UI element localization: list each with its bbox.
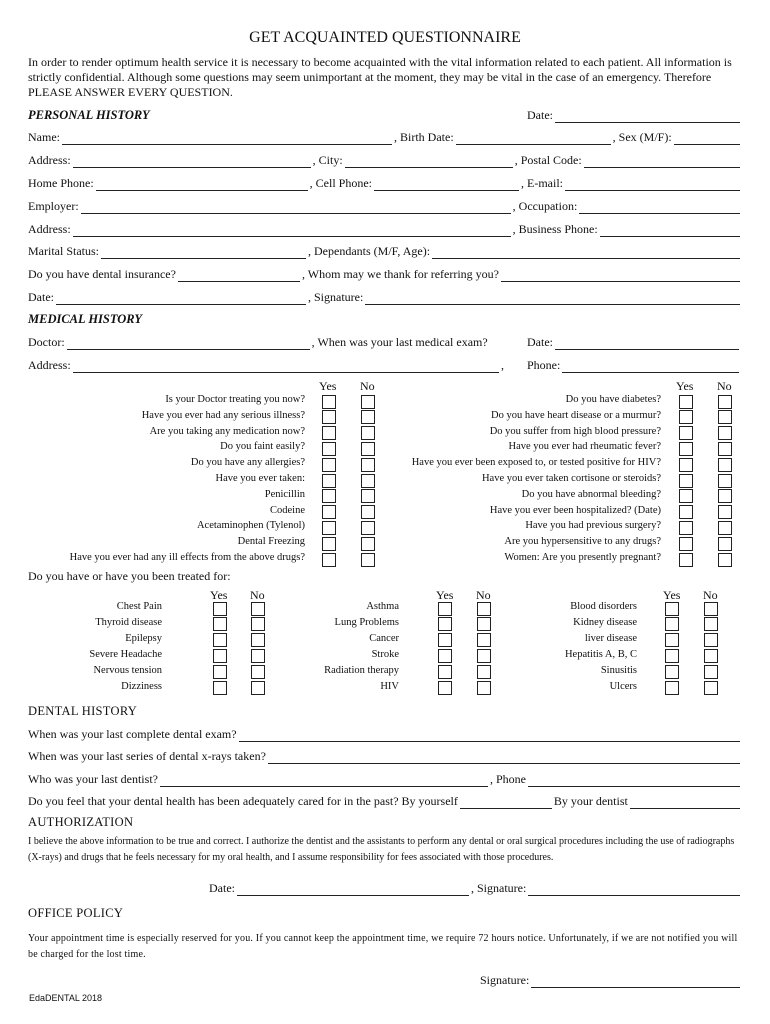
name-field[interactable] <box>62 133 392 145</box>
last-dentist-field[interactable] <box>160 775 488 787</box>
cond-col3-yes-checkbox[interactable] <box>665 649 679 663</box>
cond-col3-condition: Sinusitis <box>600 664 637 676</box>
cond-col2-no-checkbox[interactable] <box>477 617 491 631</box>
medical-right-question: Have you ever been hospitalized? (Date) <box>489 504 661 516</box>
medical-left-question: Have you ever had any serious illness? <box>141 409 305 421</box>
referral-field[interactable] <box>501 270 740 282</box>
cond-col1-condition: Severe Headache <box>89 648 162 660</box>
medical-right-question: Have you had previous surgery? <box>525 520 661 532</box>
dependants-field[interactable] <box>432 247 740 259</box>
medical-left-no-checkbox[interactable] <box>361 458 375 472</box>
personal-date-field[interactable] <box>555 111 740 123</box>
cond-col1-no-checkbox[interactable] <box>251 649 265 663</box>
cond-col3-condition: Blood disorders <box>570 601 637 612</box>
medical-left-yes-checkbox[interactable] <box>322 505 336 519</box>
cond-col2-no-checkbox[interactable] <box>477 649 491 663</box>
no-header-cond3: No <box>703 588 718 602</box>
insurance-row: Do you have dental insurance? , Whom may we thank for referring you? <box>28 266 742 282</box>
cond-col1-yes-checkbox[interactable] <box>213 665 227 679</box>
medical-left-no-checkbox[interactable] <box>361 442 375 456</box>
medical-right-yes-checkbox[interactable] <box>679 521 693 535</box>
yes-header-cond3: Yes <box>663 588 681 602</box>
yes-header-cond1: Yes <box>210 588 228 602</box>
no-header-cond1: No <box>250 588 265 602</box>
medical-left-question: Acetaminophen (Tylenol) <box>196 520 305 532</box>
dental-exam-row: When was your last complete dental exam? <box>28 726 742 742</box>
cell-phone-field[interactable] <box>374 179 519 191</box>
medical-left-no-checkbox[interactable] <box>361 521 375 535</box>
personal-date-row: Date: <box>527 107 742 123</box>
business-phone-field[interactable] <box>600 225 740 237</box>
cond-col1-no-checkbox[interactable] <box>251 665 265 679</box>
cond-col3-no-checkbox[interactable] <box>704 649 718 663</box>
cond-col3-no-checkbox[interactable] <box>704 602 718 616</box>
cond-col2-condition: HIV <box>380 680 399 692</box>
cond-col3-no-checkbox[interactable] <box>704 633 718 647</box>
medical-left-yes-checkbox[interactable] <box>322 410 336 424</box>
home-phone-field[interactable] <box>96 179 308 191</box>
marital-status-field[interactable] <box>101 247 306 259</box>
employer-field[interactable] <box>81 202 511 214</box>
cond-col1-condition: Chest Pain <box>116 601 162 612</box>
medical-right-no-checkbox[interactable] <box>718 395 732 409</box>
medical-right-no-checkbox[interactable] <box>718 426 732 440</box>
medical-left-question: Dental Freezing <box>237 536 305 548</box>
doctor-phone-field[interactable] <box>562 361 739 373</box>
medical-right-yes-checkbox[interactable] <box>679 458 693 472</box>
medical-right-no-checkbox[interactable] <box>718 442 732 456</box>
cond-col1-no-checkbox[interactable] <box>251 681 265 695</box>
medical-right-yes-checkbox[interactable] <box>679 442 693 456</box>
cond-col2-condition: Asthma <box>366 601 399 612</box>
cond-col2-no-checkbox[interactable] <box>477 681 491 695</box>
no-header-cond2: No <box>476 588 491 602</box>
cond-col1-no-checkbox[interactable] <box>251 602 265 616</box>
medical-right-no-checkbox[interactable] <box>718 505 732 519</box>
by-yourself-field[interactable] <box>460 797 552 809</box>
medical-right-question: Have you ever had rheumatic fever? <box>508 441 661 453</box>
medical-right-no-checkbox[interactable] <box>718 521 732 535</box>
doctor-address-row: Address: , <box>28 358 504 372</box>
sex-field[interactable] <box>674 133 740 145</box>
medical-left-yes-checkbox[interactable] <box>322 395 336 409</box>
medical-date-row: Date: <box>527 334 741 350</box>
authorization-heading: AUTHORIZATION <box>28 815 134 829</box>
personal-history-heading: PERSONAL HISTORY <box>28 108 150 122</box>
form-title: GET ACQUAINTED QUESTIONNAIRE <box>249 29 521 46</box>
cond-col2-yes-checkbox[interactable] <box>438 633 452 647</box>
medical-left-yes-checkbox[interactable] <box>322 474 336 488</box>
cond-col1-condition: Epilepsy <box>125 632 162 644</box>
authorization-signature-field[interactable] <box>528 884 740 896</box>
cond-col2-yes-checkbox[interactable] <box>438 681 452 695</box>
medical-right-yes-checkbox[interactable] <box>679 553 693 567</box>
cond-col3-no-checkbox[interactable] <box>704 617 718 631</box>
medical-left-question: Have you ever had any ill effects from the above drugs? <box>69 552 305 563</box>
yes-header-left: Yes <box>319 379 337 393</box>
by-dentist-field[interactable] <box>630 797 740 809</box>
treated-for-label: Do you have or have you been treated for: <box>28 569 231 583</box>
cond-col3-condition: Hepatitis A, B, C <box>564 648 637 660</box>
medical-right-question: Have you ever taken cortisone or steroids? <box>481 473 661 484</box>
cond-col3-yes-checkbox[interactable] <box>665 665 679 679</box>
cond-col1-yes-checkbox[interactable] <box>213 681 227 695</box>
phone-row: Home Phone: , Cell Phone: , E-mail: <box>28 175 742 191</box>
cond-col2-condition: Stroke <box>371 648 399 660</box>
cond-col2-yes-checkbox[interactable] <box>438 665 452 679</box>
occupation-field[interactable] <box>579 202 740 214</box>
medical-left-no-checkbox[interactable] <box>361 410 375 424</box>
cond-col1-yes-checkbox[interactable] <box>213 617 227 631</box>
medical-left-no-checkbox[interactable] <box>361 553 375 567</box>
cond-col3-condition: liver disease <box>584 632 637 644</box>
medical-right-yes-checkbox[interactable] <box>679 395 693 409</box>
cond-col1-condition: Dizziness <box>121 680 162 692</box>
postal-code-field[interactable] <box>584 156 740 168</box>
employer-row: Employer: , Occupation: <box>28 198 742 214</box>
address-row: Address: , City: , Postal Code: <box>28 152 742 168</box>
yes-header-cond2: Yes <box>436 588 454 602</box>
medical-right-question: Do you have abnormal bleeding? <box>521 488 661 500</box>
medical-left-yes-checkbox[interactable] <box>322 489 336 503</box>
medical-left-no-checkbox[interactable] <box>361 537 375 551</box>
doctor-field[interactable] <box>67 338 310 350</box>
medical-left-question: Are you taking any medication now? <box>149 425 305 437</box>
medical-left-question: Is your Doctor treating you now? <box>165 394 305 405</box>
medical-left-no-checkbox[interactable] <box>361 489 375 503</box>
cond-col1-yes-checkbox[interactable] <box>213 602 227 616</box>
email-field[interactable] <box>565 179 740 191</box>
cond-col3-no-checkbox[interactable] <box>704 665 718 679</box>
medical-left-yes-checkbox[interactable] <box>322 537 336 551</box>
personal-signature-field[interactable] <box>365 293 740 305</box>
cond-col3-yes-checkbox[interactable] <box>665 617 679 631</box>
last-dentist-row: Who was your last dentist? , Phone <box>28 771 742 787</box>
office-policy-text: Your appointment time is especially reserved for you. If you cannot keep the appointment time, we require 72 hours notice. Unfortunately, if we are not notified you will be charged for the lost time. <box>28 933 738 960</box>
medical-right-question: Are you hypersensitive to any drugs? <box>504 536 661 548</box>
medical-left-no-checkbox[interactable] <box>361 426 375 440</box>
medical-left-no-checkbox[interactable] <box>361 395 375 409</box>
city-field[interactable] <box>345 156 513 168</box>
medical-left-yes-checkbox[interactable] <box>322 521 336 535</box>
medical-right-no-checkbox[interactable] <box>718 537 732 551</box>
medical-right-question: Do you have diabetes? <box>565 394 661 405</box>
authorization-text: I believe the above information to be true and correct. I authorize the dentist and the assistants to perform any dental or oral surgical procedures including the use of radiographs (X-rays) and drugs that he feels necessary for my oral health, and I assume responsibility for fees associated with those procedures. <box>28 836 735 863</box>
employer-address-field[interactable] <box>73 225 511 237</box>
medical-left-no-checkbox[interactable] <box>361 474 375 488</box>
authorization-signature-row: Date: , Signature: <box>209 880 742 896</box>
cond-col3-no-checkbox[interactable] <box>704 681 718 695</box>
name-row: Name: , Birth Date: , Sex (M/F): <box>28 129 742 145</box>
medical-right-no-checkbox[interactable] <box>718 474 732 488</box>
no-header-right: No <box>717 379 732 393</box>
medical-left-question: Have you ever taken: <box>215 473 305 484</box>
cond-col1-no-checkbox[interactable] <box>251 617 265 631</box>
birth-date-field[interactable] <box>456 133 611 145</box>
medical-left-question: Codeine <box>270 504 305 516</box>
medical-left-question: Do you have any allergies? <box>190 457 305 469</box>
medical-right-yes-checkbox[interactable] <box>679 505 693 519</box>
cond-col1-yes-checkbox[interactable] <box>213 649 227 663</box>
cond-col2-condition: Radiation therapy <box>324 664 399 676</box>
personal-signature-row: Date: , Signature: <box>28 289 742 305</box>
medical-right-yes-checkbox[interactable] <box>679 474 693 488</box>
medical-right-yes-checkbox[interactable] <box>679 537 693 551</box>
office-signature-row: Signature: <box>480 972 742 988</box>
cond-col2-condition: Lung Problems <box>334 616 399 628</box>
yes-header-right: Yes <box>676 379 694 393</box>
medical-left-yes-checkbox[interactable] <box>322 458 336 472</box>
cond-col1-no-checkbox[interactable] <box>251 633 265 647</box>
medical-left-question: Do you faint easily? <box>220 441 305 453</box>
medical-right-yes-checkbox[interactable] <box>679 426 693 440</box>
cond-col3-yes-checkbox[interactable] <box>665 633 679 647</box>
dental-history-heading: DENTAL HISTORY <box>28 704 138 718</box>
medical-exam-date-field[interactable] <box>555 338 739 350</box>
medical-right-question: Women: Are you presently pregnant? <box>504 552 661 563</box>
medical-right-no-checkbox[interactable] <box>718 410 732 424</box>
medical-left-no-checkbox[interactable] <box>361 505 375 519</box>
medical-right-no-checkbox[interactable] <box>718 489 732 503</box>
office-policy-heading: OFFICE POLICY <box>28 906 124 920</box>
personal-date2-field[interactable] <box>56 293 306 305</box>
medical-right-question: Do you suffer from high blood pressure? <box>489 425 661 437</box>
medical-right-question: Do you have heart disease or a murmur? <box>491 409 661 421</box>
medical-right-no-checkbox[interactable] <box>718 553 732 567</box>
dental-insurance-field[interactable] <box>178 270 300 282</box>
medical-history-heading: MEDICAL HISTORY <box>28 312 143 326</box>
office-policy-signature-field[interactable] <box>531 976 740 988</box>
cond-col3-yes-checkbox[interactable] <box>665 681 679 695</box>
footer-text: EdaDENTAL 2018 <box>29 993 103 1003</box>
intro-text: In order to render optimum health service it is necessary to become acquainted with the vital information related to each patient. All information is strictly confidential. Although some questions may seem unimportant at the moment, they may be vital in the case of an emergency. Therefore PLEASE ANSWER EVERY QUESTION. <box>28 55 732 99</box>
cond-col2-yes-checkbox[interactable] <box>438 617 452 631</box>
authorization-date-field[interactable] <box>237 884 469 896</box>
cond-col1-condition: Nervous tension <box>93 664 162 676</box>
medical-right-yes-checkbox[interactable] <box>679 489 693 503</box>
last-xrays-field[interactable] <box>268 752 740 764</box>
no-header-left: No <box>360 379 375 393</box>
medical-right-yes-checkbox[interactable] <box>679 410 693 424</box>
cond-col1-yes-checkbox[interactable] <box>213 633 227 647</box>
cond-col2-yes-checkbox[interactable] <box>438 649 452 663</box>
cond-col2-no-checkbox[interactable] <box>477 665 491 679</box>
cond-col2-no-checkbox[interactable] <box>477 602 491 616</box>
marital-row: Marital Status: , Dependants (M/F, Age): <box>28 243 742 259</box>
medical-right-question: Have you ever been exposed to, or tested positive for HIV? <box>411 457 661 469</box>
last-dental-exam-field[interactable] <box>239 730 740 742</box>
medical-left-yes-checkbox[interactable] <box>322 426 336 440</box>
doctor-phone-row: Phone: <box>527 357 741 373</box>
cond-col2-no-checkbox[interactable] <box>477 633 491 647</box>
cond-col2-yes-checkbox[interactable] <box>438 602 452 616</box>
medical-right-no-checkbox[interactable] <box>718 458 732 472</box>
cond-col1-condition: Thyroid disease <box>95 616 162 628</box>
employer-address-row: Address: , Business Phone: <box>28 221 742 237</box>
cond-col2-condition: Cancer <box>369 632 399 644</box>
doctor-row: Doctor: , When was your last medical exam? <box>28 335 488 349</box>
medical-left-question: Penicillin <box>264 488 305 500</box>
last-dentist-phone-field[interactable] <box>528 775 740 787</box>
medical-left-yes-checkbox[interactable] <box>322 442 336 456</box>
cond-col3-yes-checkbox[interactable] <box>665 602 679 616</box>
doctor-address-field[interactable] <box>73 361 499 373</box>
dental-xrays-row: When was your last series of dental x-rays taken? <box>28 748 742 764</box>
medical-left-yes-checkbox[interactable] <box>322 553 336 567</box>
address-field[interactable] <box>73 156 311 168</box>
cond-col3-condition: Kidney disease <box>573 616 637 628</box>
dental-care-row: Do you feel that your dental health has been adequately cared for in the past? By yourself By your dentist <box>28 793 742 809</box>
cond-col3-condition: Ulcers <box>609 680 637 692</box>
